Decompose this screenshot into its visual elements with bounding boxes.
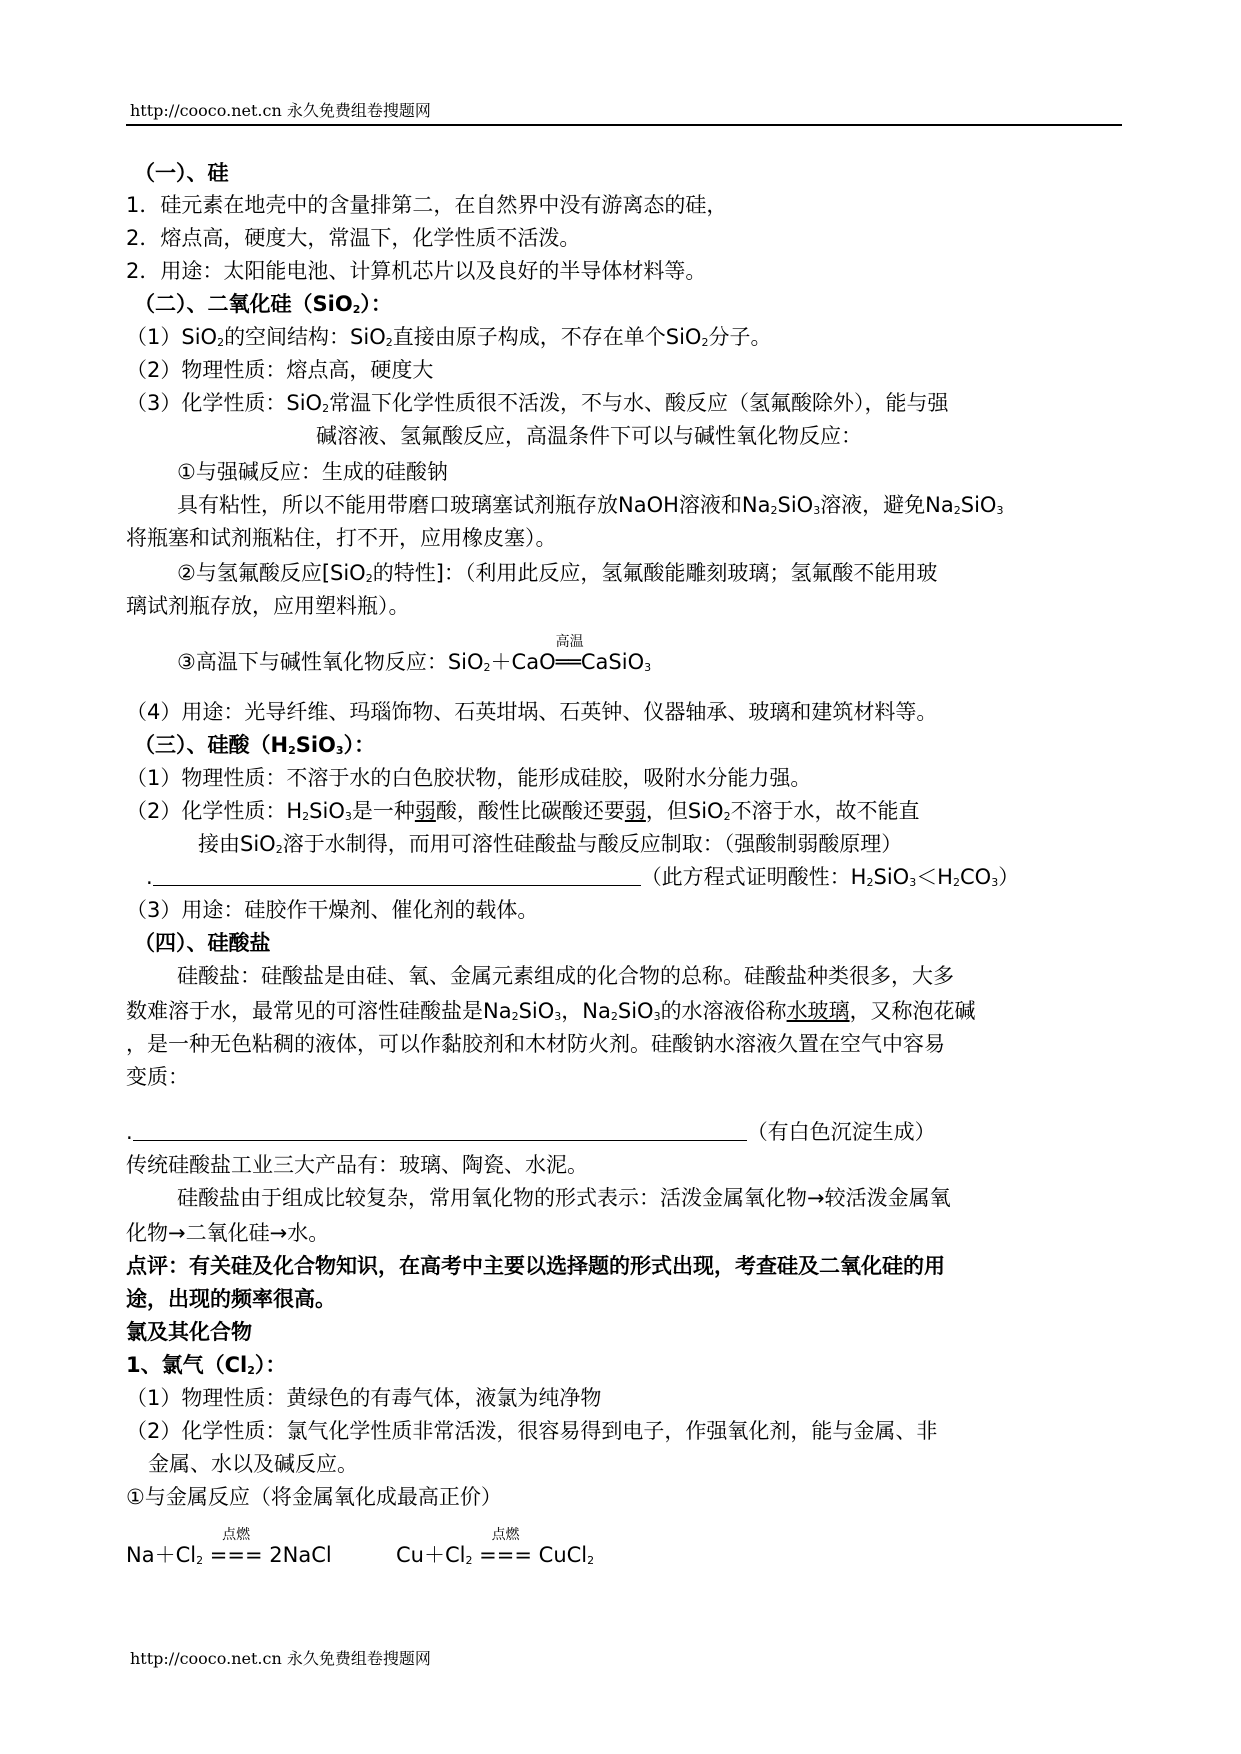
text-line: 2．用途：太阳能电池、计算机芯片以及良好的半导体材料等。 — [126, 259, 707, 283]
section-heading-silicon: （一）、硅 — [134, 161, 229, 185]
text-line: 1．硅元素在地壳中的含量排第二，在自然界中没有游离态的硅， — [126, 193, 728, 217]
comment-line: 点评：有关硅及化合物知识，在高考中主要以选择题的形式出现，考查硅及二氧化硅的用 — [126, 1254, 945, 1278]
text-line: （2）化学性质：氯气化学性质非常活泼，很容易得到电子，作强氧化剂，能与金属、非 — [126, 1419, 938, 1443]
section-heading-sio2: （二）、二氧化硅（SiO$_2$）： — [134, 292, 392, 316]
reaction-condition: 高温 ══ — [555, 634, 584, 674]
text-line: （1）物理性质：黄绿色的有毒气体，液氯为纯净物 — [126, 1386, 602, 1410]
reaction-condition: 点燃 === — [209, 1527, 263, 1567]
text-line: （2）化学性质：$H_2SiO_3$是一种弱酸，酸性比碳酸还要弱，但SiO$_2$不溶于水，故不能直 — [126, 799, 920, 823]
text-line: 硅酸盐由于组成比较复杂，常用氧化物的形式表示：活泼金属氧化物→较活泼金属氧 — [177, 1186, 951, 1210]
section-heading-cl2: 1、氯气$(Cl_2)$： — [126, 1353, 287, 1377]
page-header: http://cooco.net.cn 永久免费组卷搜题网 — [130, 101, 431, 120]
text-line: ，是一种无色粘稠的液体，可以作黏胶剂和木材防火剂。硅酸钠水溶液久置在空气中容易 — [126, 1032, 945, 1056]
text-line: 硅酸盐：硅酸盐是由硅、氧、金属元素组成的化合物的总称。硅酸盐种类很多，大多 — [177, 964, 954, 988]
text-line: （1）SiO$_2$的空间结构：SiO$_2$直接由原子构成，不存在单个SiO$_2$分子。 — [126, 325, 772, 349]
section-heading-chlorine: 氯及其化合物 — [126, 1320, 252, 1344]
text-line: 碱溶液、氢氟酸反应，高温条件下可以与碱性氧化物反应： — [316, 424, 862, 448]
text-line: （4）用途：光导纤维、玛瑙饰物、石英坩埚、石英钟、仪器轴承、玻璃和建筑材料等。 — [126, 700, 938, 724]
text-line: （3）化学性质：SiO$_2$常温下化学性质很不活泼，不与水、酸反应（氢氟酸除外），能与强 — [126, 391, 949, 415]
text-line: 变质： — [126, 1065, 189, 1089]
reaction-condition: 点燃 === — [479, 1527, 532, 1567]
answer-blank[interactable] — [133, 1122, 747, 1141]
text-line: 数难溶于水，最常见的可溶性硅酸盐是$Na_2SiO_3$，$Na_2SiO_3$的水溶液俗称水玻璃，又称泡花碱 — [126, 999, 976, 1023]
section-heading-silicates: （四）、硅酸盐 — [134, 931, 271, 955]
text-line: （1）物理性质：不溶于水的白色胶状物，能形成硅胶，吸附水分能力强。 — [126, 766, 812, 790]
header-rule — [126, 124, 1122, 126]
section-heading-silicic-acid: （三）、硅酸$(H_2SiO_3)$： — [134, 733, 376, 757]
text-line: 璃试剂瓶存放，应用塑料瓶）。 — [126, 594, 410, 618]
text-line: 将瓶塞和试剂瓶粘住，打不开，应用橡皮塞）。 — [126, 526, 557, 550]
text-line: 接由SiO$_2$溶于水制得，而用可溶性硅酸盐与酸反应制取：（强酸制弱酸原理） — [198, 832, 903, 856]
text-line: 传统硅酸盐工业三大产品有：玻璃、陶瓷、水泥。 — [126, 1153, 588, 1177]
answer-blank[interactable] — [153, 867, 641, 886]
equation-na-cl2: $Na+Cl_2$ 点燃 === 2NaCl — [126, 1527, 332, 1567]
page-footer: http://cooco.net.cn 永久免费组卷搜题网 — [130, 1649, 431, 1668]
equation-cu-cl2: $Cu+Cl_2$ 点燃 === CuCl$_2$ — [396, 1527, 595, 1567]
text-line: 金属、水以及碱反应。 — [148, 1452, 358, 1476]
equation-sio2-cao: ③高温下与碱性氧化物反应：SiO$_2$＋CaO 高温 ══CaSiO$_3$ — [177, 634, 652, 674]
comment-line: 途，出现的频率很高。 — [126, 1287, 336, 1311]
fill-in-blank-line: . （有白色沉淀生成） — [126, 1120, 936, 1144]
text-line: 具有粘性，所以不能用带磨口玻璃塞试剂瓶存放NaOH溶液和$Na_2SiO_3$溶液，避免$Na_2SiO_3$ — [177, 493, 1004, 517]
fill-in-blank-line: . （此方程式证明酸性：$H_2SiO_3<H_2CO_3$） — [146, 865, 1020, 889]
text-line: ①与金属反应（将金属氧化成最高正价） — [126, 1485, 502, 1509]
text-line: （2）物理性质：熔点高，硬度大 — [126, 358, 434, 382]
text-line: ②与氢氟酸反应[SiO$_2$的特性]：（利用此反应，氢氟酸能雕刻玻璃；氢氟酸不能用玻 — [177, 561, 938, 585]
text-line: 2．熔点高，硬度大，常温下，化学性质不活泼。 — [126, 226, 581, 250]
text-line: ①与强碱反应：生成的硅酸钠 — [177, 460, 448, 484]
text-line: 化物→二氧化硅→水。 — [126, 1221, 330, 1245]
text-line: （3）用途：硅胶作干燥剂、催化剂的载体。 — [126, 898, 539, 922]
